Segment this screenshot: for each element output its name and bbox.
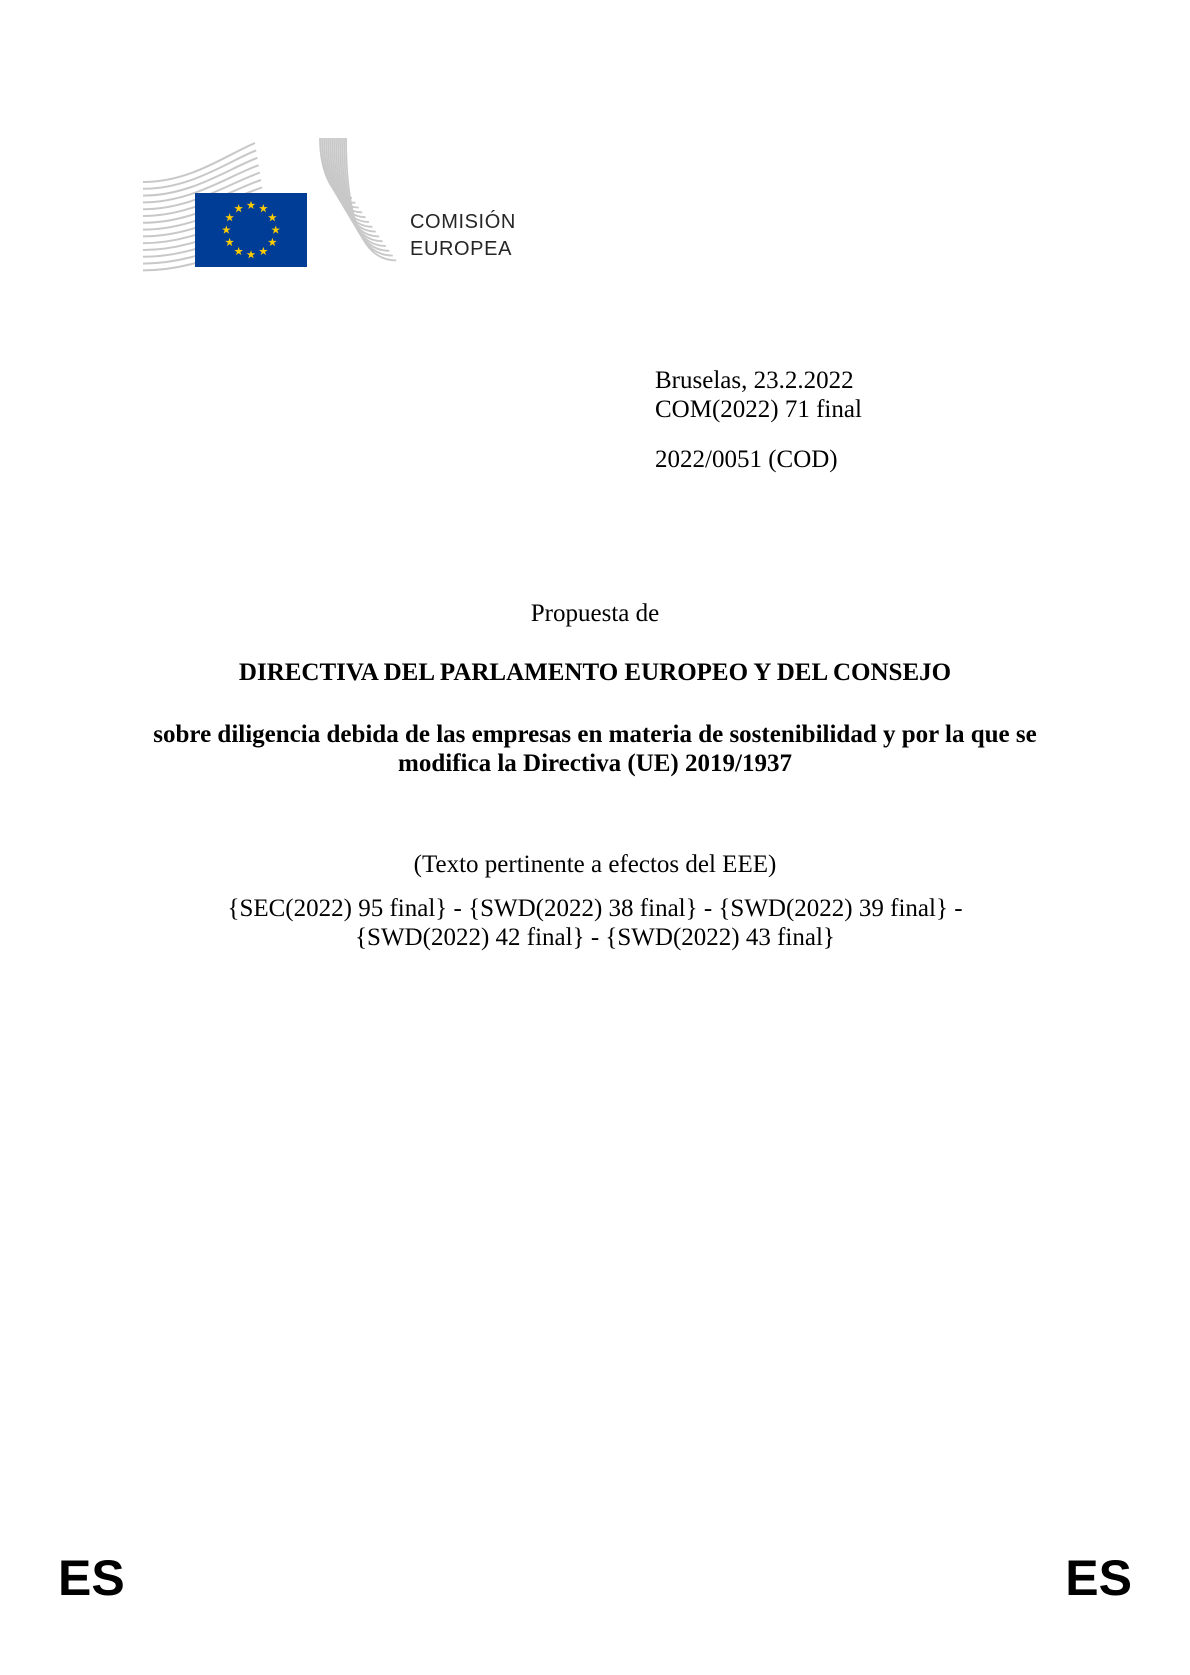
commission-wordmark-line2: EUROPEA (410, 238, 513, 260)
proposal-label: Propuesta de (530, 600, 660, 627)
eu-flag-icon (195, 193, 307, 267)
ec-building-lines-right-icon (318, 138, 400, 266)
references-line2: {SWD(2022) 42 final} - {SWD(2022) 43 final} (355, 924, 835, 951)
document-subtitle-line1: sobre diligencia debida de las empresas en materia de sostenibilidad y por la que se (153, 721, 1037, 748)
document-info-block (655, 366, 862, 474)
commission-wordmark-line1: COMISIÓN (410, 211, 516, 233)
document-number: COM(2022) 71 final (655, 396, 862, 423)
document-subtitle-line2: modifica la Directiva (UE) 2019/1937 (398, 750, 792, 777)
european-commission-logo (143, 130, 703, 270)
procedure-reference: 2022/0051 (COD) (655, 446, 838, 473)
document-subtitle (0, 720, 1190, 778)
document-title: DIRECTIVA DEL PARLAMENTO EUROPEO Y DEL CONSEJO (238, 659, 952, 686)
commission-wordmark (410, 209, 516, 263)
language-code-right: ES (1065, 1550, 1132, 1606)
place-date: Bruselas, 23.2.2022 (655, 367, 854, 394)
language-code-left: ES (58, 1550, 125, 1606)
references-line1: {SEC(2022) 95 final} - {SWD(2022) 38 final} - {SWD(2022) 39 final} - (227, 895, 963, 922)
eea-relevance-note: (Texto pertinente a efectos del EEE) (413, 851, 777, 878)
accompanying-documents-references (0, 894, 1190, 952)
